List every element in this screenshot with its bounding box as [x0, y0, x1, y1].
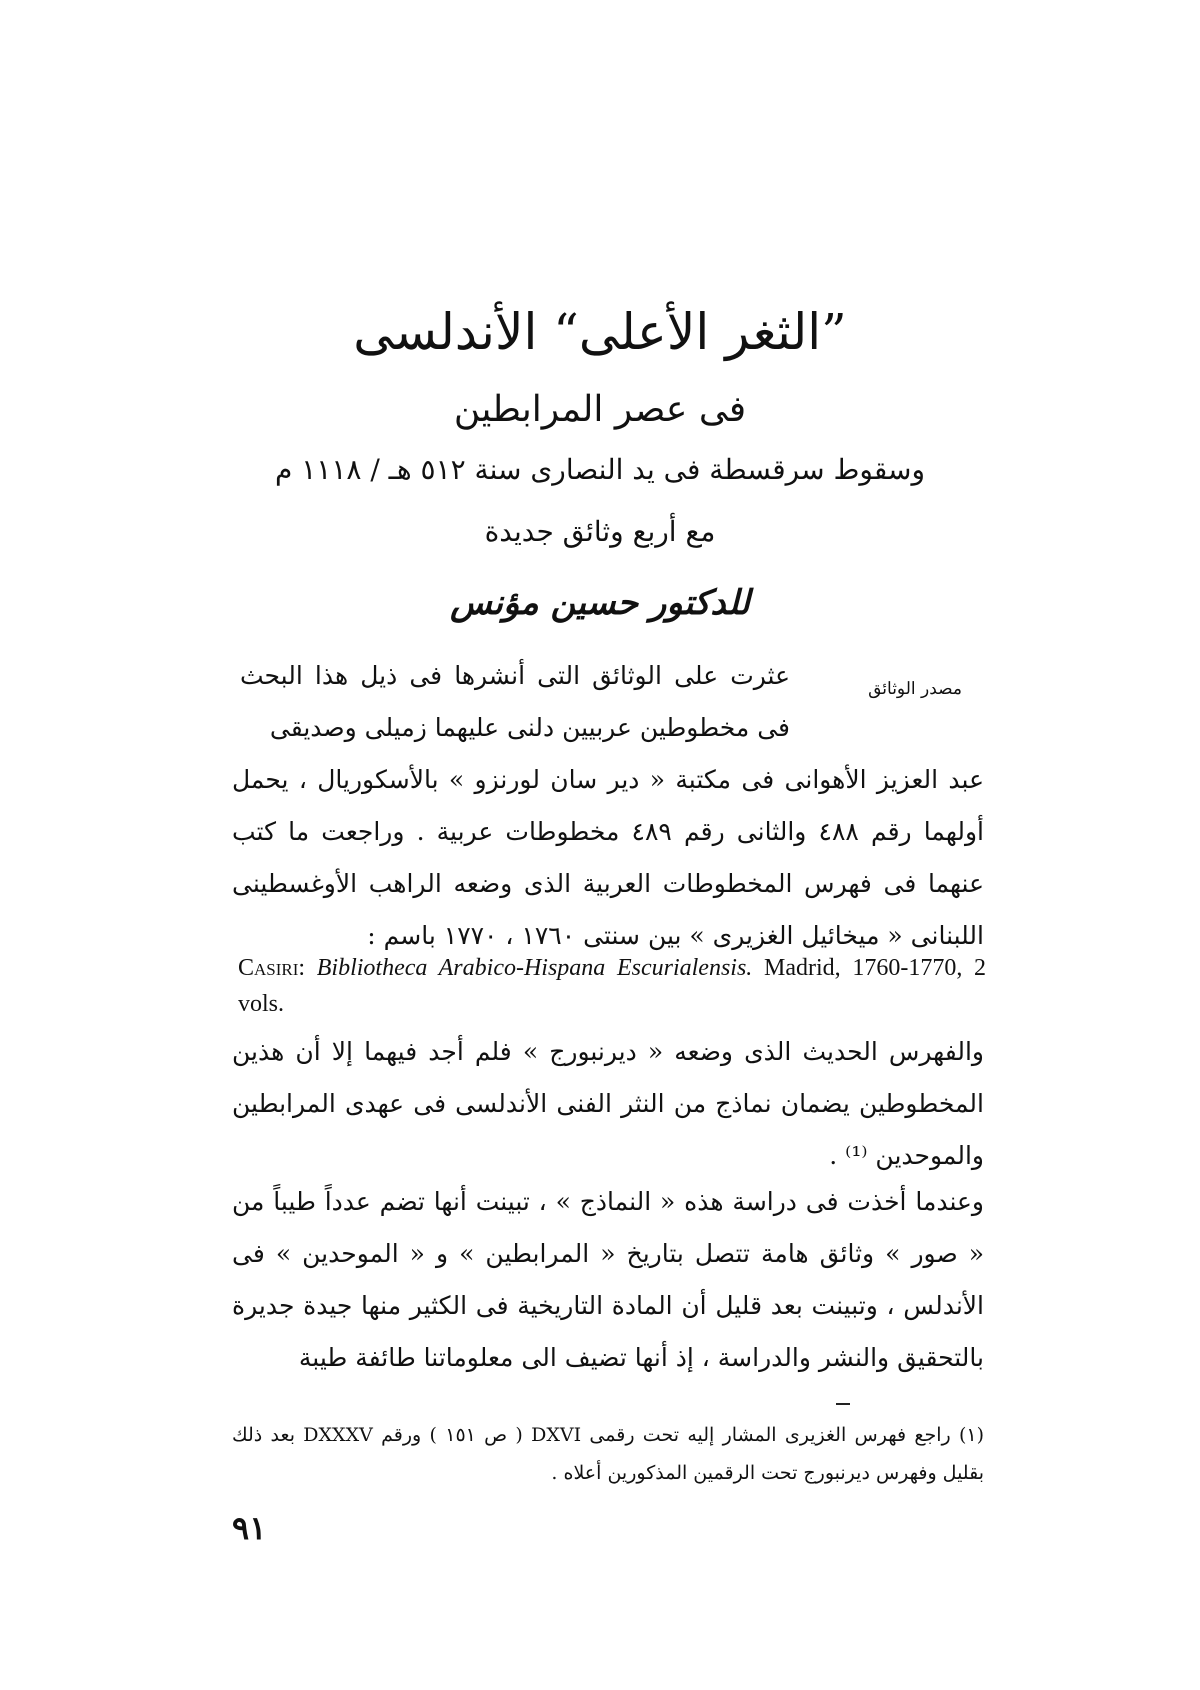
article-subtitle: فى عصر المرابطين: [453, 389, 747, 430]
footnote: (١) راجع فهرس الغزيرى المشار إليه تحت رقمى DXVI ( ص ١٥١ ) ورقم DXXXV بعد ذلك بقليل وفهرس ديرنبورج تحت الرقمين المذكورين أعلاه .: [232, 1424, 984, 1484]
margin-note: مصدر الوثائق: [868, 679, 962, 699]
citation-author: Casiri:: [238, 955, 306, 981]
article-title: ”الثغر الأعلى“ الأندلسى: [353, 303, 847, 361]
page-number: ٩١: [232, 1509, 267, 1547]
citation-title: Bibliotheca Arabico-Hispana Escurialensis.: [316, 955, 753, 981]
article-subtitle-event: وسقوط سرقسطة فى يد النصارى سنة ٥١٢ هـ / ١١١٨ م: [275, 453, 925, 486]
article-subtitle-documents: مع أربع وثائق جديدة: [484, 515, 716, 548]
paragraph-3: وعندما أخذت فى دراسة هذه « النماذج » ، تبينت أنها تضم عدداً طيباً من « صور » وثائق هامة تتصل بتاريخ « المرابطين » و « الموحدين » فى الأندلس ، وتبينت بعد قليل أن المادة التاريخية فى الكثير منها جيدة جديرة بالتحقيق والنشر والدراسة ، إذ أنها تضيف الى معلوماتنا طائفة طيبة: [232, 1187, 984, 1372]
paragraph-1-start: عثرت على الوثائق التى أنشرها فى ذيل هذا البحث فى مخطوطين عربيين دلنى عليهما زميلى وصديقى: [240, 661, 790, 742]
paragraph-1-rest: عبد العزيز الأهوانى فى مكتبة « دير سان لورنزو » بالأسكوريال ، يحمل أولهما رقم ٤٨٨ والثانى رقم ٤٨٩ مخطوطات عربية . وراجعت ما كتب عنهما فى فهرس المخطوطات العربية الذى وضعه الراهب الأوغسطينى اللبنانى « ميخائيل الغزيرى » بين سنتى ١٧٦٠ ، ١٧٧٠ باسم :: [232, 765, 984, 950]
footnote-separator: [836, 1403, 850, 1405]
paragraph-2: والفهرس الحديث الذى وضعه « ديرنبورج » فلم أجد فيهما إلا أن هذين المخطوطين يضمان نماذج من النثر الفنى الأندلسى فى عهدى المرابطين والموحدين ⁽¹⁾ .: [232, 1037, 984, 1170]
citation-details: Madrid, 1760-1770, 2 vols.: [238, 955, 987, 1017]
latin-citation: [238, 950, 986, 1022]
author-name: للدكتور حسين مؤنس: [450, 583, 750, 623]
